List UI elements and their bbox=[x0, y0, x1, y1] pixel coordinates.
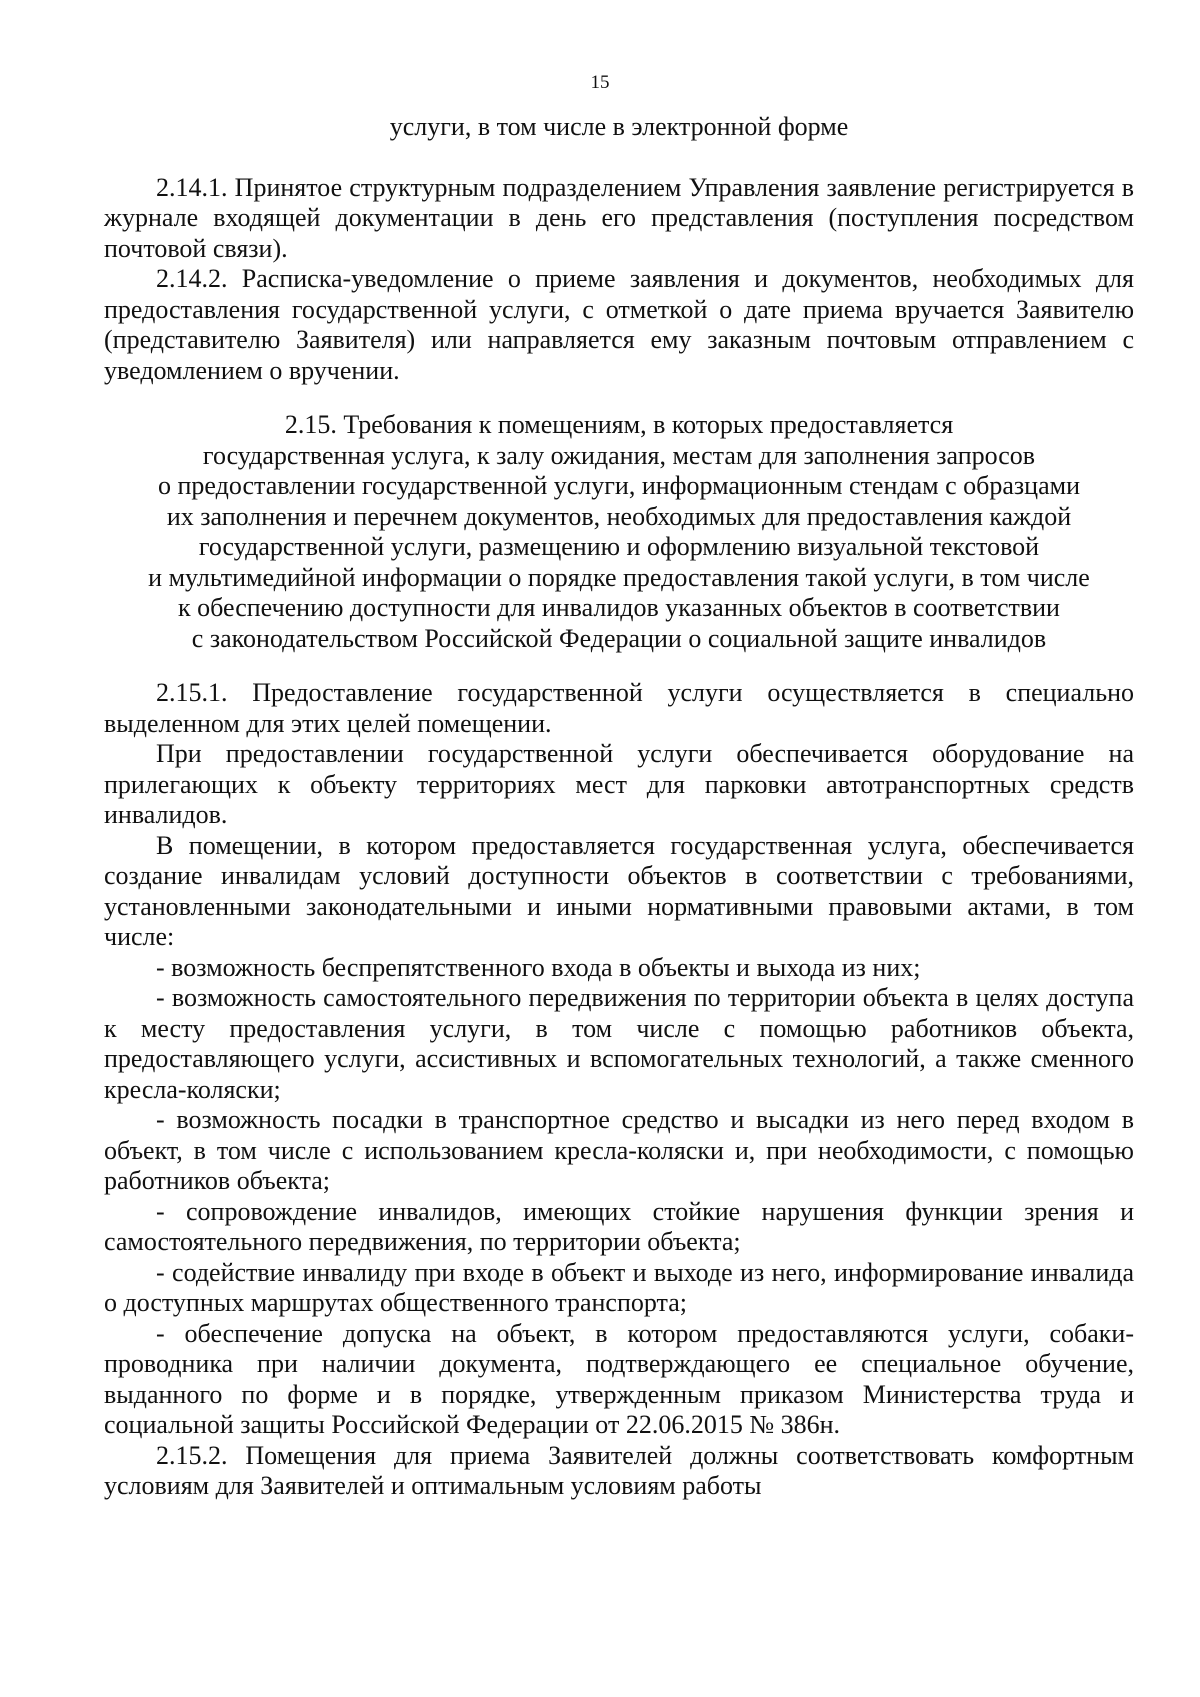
list-item: - возможность беспрепятственного входа в объекты и выхода из них; bbox=[156, 952, 921, 982]
section-title-line: и мультимедийной информации о порядке предоставления такой услуги, в том числе bbox=[148, 562, 1090, 592]
paragraph-2-15-1: 2.15.1. Предоставление государственной услуги осуществляется в специально выделенном для этих целей помещении. bbox=[104, 678, 1134, 738]
section-title-line: о предоставлении государственной услуги, информационным стендам с образцами bbox=[158, 471, 1080, 500]
paragraph-2-14-2: 2.14.2. Расписка-уведомление о приеме заявления и документов, необходимых для предоставления государственной услуги, с отметкой о дате приема вручается Заявителю (представителю Заявителя) или направляется ему заказным почтовым отправлением с уведомлением о вручении. bbox=[104, 264, 1134, 385]
paragraph-2-14-1: 2.14.1. Принятое структурным подразделением Управления заявление регистрируется в журнале входящей документации в день его представления (поступления посредством почтовой связи). bbox=[104, 172, 1134, 263]
paragraph-parking: При предоставлении государственной услуги обеспечивается оборудование на прилегающих к объекту территориях мест для парковки автотранспортных средств инвалидов. bbox=[104, 739, 1134, 829]
document-body bbox=[104, 112, 1134, 1502]
paragraph-accessibility-intro: В помещении, в котором предоставляется государственная услуга, обеспечивается создание инвалидам условий доступности объектов в соответствии с требованиями, установленными законодательными и иными нормативными правовыми актами, в том числе: bbox=[104, 830, 1134, 951]
list-item: - содействие инвалиду при входе в объект и выходе из него, информирование инвалида о доступных маршрутах общественного транспорта; bbox=[104, 1257, 1134, 1317]
list-item: - сопровождение инвалидов, имеющих стойкие нарушения функции зрения и самостоятельного передвижения, по территории объекта; bbox=[104, 1196, 1134, 1256]
list-item: - возможность самостоятельного передвижения по территории объекта в целях доступа к месту предоставления услуги, в том числе с помощью работников объекта, предоставляющего услуги, ассистивных и вспомогательных технологий, а также сменного кресла-коляски; bbox=[104, 983, 1134, 1104]
page-number: 15 bbox=[590, 72, 610, 93]
section-title-line: государственная услуга, к залу ожидания, местам для заполнения запросов bbox=[202, 440, 1036, 470]
section-2-15-title bbox=[104, 410, 1134, 654]
section-title-line: с законодательством Российской Федерации о социальной защите инвалидов bbox=[191, 623, 1047, 653]
heading-continuation: услуги, в том числе в электронной форме bbox=[389, 112, 849, 141]
section-title-line: их заполнения и перечнем документов, необходимых для предоставления каждой bbox=[166, 501, 1072, 531]
list-item: - обеспечение допуска на объект, в котором предоставляются услуги, собаки-проводника при наличии документа, подтверждающего ее специальное обучение, выданного по форме и в порядке, утвержденным приказом Министерства труда и социальной защиты Российской Федерации от 22.06.2015 № 386н. bbox=[104, 1318, 1134, 1439]
paragraph-2-15-2: 2.15.2. Помещения для приема Заявителей должны соответствовать комфортным условиям для Заявителей и оптимальным условиям работы bbox=[104, 1440, 1134, 1500]
list-item: - возможность посадки в транспортное средство и высадки из него перед входом в объект, в том числе с использованием кресла-коляски и, при необходимости, с помощью работников объекта; bbox=[104, 1105, 1134, 1195]
section-title-line: государственной услуги, размещению и оформлению визуальной текстовой bbox=[198, 532, 1040, 561]
section-title-line: 2.15. Требования к помещениям, в которых предоставляется bbox=[284, 410, 954, 439]
section-title-line: к обеспечению доступности для инвалидов указанных объектов в соответствии bbox=[178, 593, 1060, 622]
